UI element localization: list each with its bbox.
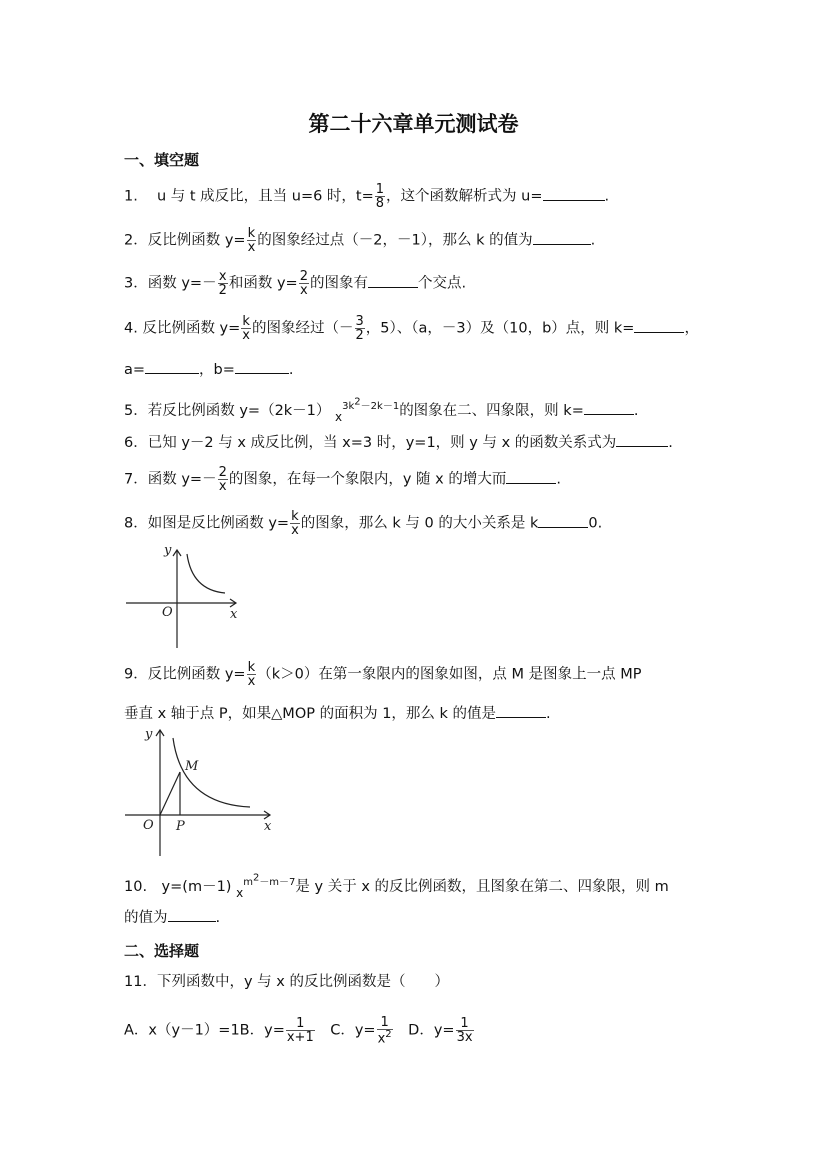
x-axis-label: x (230, 607, 238, 622)
page-title: 第二十六章单元测试卷 (308, 111, 519, 136)
question-5: 5．若反比例函数 y=（2k－1） $_x^{3k^2-2k-1}$的图象在二、四象限，则 k= . (124, 397, 639, 425)
figure-8-graph (120, 540, 250, 652)
hyperbola-curve (187, 554, 225, 593)
figure-9-graph (120, 724, 280, 860)
answer-blank-4k[interactable] (634, 317, 684, 333)
x-axis-label: x (264, 819, 272, 834)
question-6: 6．已知 y－2 与 x 成反比例，当 x=3 时，y=1，则 y 与 x 的函数关系式为 . (124, 431, 673, 453)
question-1: 1. u 与 t 成反比，且当 u=6 时，t= $\frac{1}{8}$ ，这个函数解析式为 u= . (124, 182, 610, 211)
answer-blank-3[interactable] (368, 272, 418, 288)
answer-blank-1[interactable] (543, 185, 605, 201)
answer-blank-8[interactable] (538, 512, 588, 528)
option-c[interactable]: C．y= (315, 1022, 376, 1039)
answer-blank-9[interactable] (496, 702, 546, 718)
section-multiple-choice: 二、选择题 (124, 942, 200, 960)
answer-blank-7[interactable] (506, 468, 556, 484)
y-axis-label: y (164, 543, 172, 558)
question-10: 10. y=(m－1) $_x^{m^2-m-7}$是 y 关于 x 的反比例函数，且图象在第二、四象限，则 m (124, 873, 669, 901)
question-11: 11．下列函数中，y 与 x 的反比例函数是（ ） (124, 974, 449, 990)
y-axis-label: y (145, 727, 153, 742)
segment-om (160, 772, 180, 815)
answer-blank-5[interactable] (584, 399, 634, 415)
answer-blank-4a[interactable] (145, 358, 199, 374)
question-4: 4. 反比例函数 y= $\frac{k}{x}$ 的图象经过（－ $\frac{3}{2}$ ，5）、（a，－3）及（10，b）点，则 k= ， (124, 314, 699, 343)
point-p-label: P (176, 819, 185, 834)
origin-label: O (143, 818, 154, 833)
section-fill-in: 一、填空题 (124, 151, 200, 169)
question-10-line2: 的值为 . (124, 906, 220, 928)
answer-blank-4b[interactable] (235, 358, 289, 374)
question-11-options: A．x（y－1）=1B．y= $\frac{1}{x+1}$ C．y= $\frac{1}{x^2}$ D．y= $\frac{1}{3x}$ (124, 1015, 473, 1047)
answer-blank-10[interactable] (168, 906, 216, 922)
question-9: 9．反比例函数 y= $\frac{k}{x}$ （k＞0）在第一象限内的图象如图，点 M 是图象上一点 MP (124, 660, 642, 689)
question-4-line2: a= ，b= . (124, 358, 294, 380)
answer-blank-6[interactable] (616, 431, 668, 447)
question-3: 3．函数 y=－ $\frac{x}{2}$ 和函数 y= $\frac{2}{x}$ 的图象有 个交点. (124, 269, 467, 298)
question-2: 2．反比例函数 y= $\frac{k}{x}$ 的图象经过点（－2，－1），那么 k 的值为 . (124, 226, 596, 255)
option-a[interactable]: A．x（y－1）=1B．y= (124, 1022, 285, 1039)
option-d[interactable]: D．y= (393, 1022, 455, 1039)
point-m-label: M (185, 759, 199, 774)
origin-label: O (162, 605, 173, 620)
question-8: 8．如图是反比例函数 y= $\frac{k}{x}$ 的图象，那么 k 与 0 的大小关系是 k 0. (124, 509, 603, 538)
answer-blank-2[interactable] (533, 229, 591, 245)
question-7: 7．函数 y=－ $\frac{2}{x}$ 的图象，在每一个象限内，y 随 x 的增大而 . (124, 465, 561, 494)
question-9-line2: 垂直 x 轴于点 P，如果△MOP 的面积为 1，那么 k 的值是 . (124, 702, 551, 724)
